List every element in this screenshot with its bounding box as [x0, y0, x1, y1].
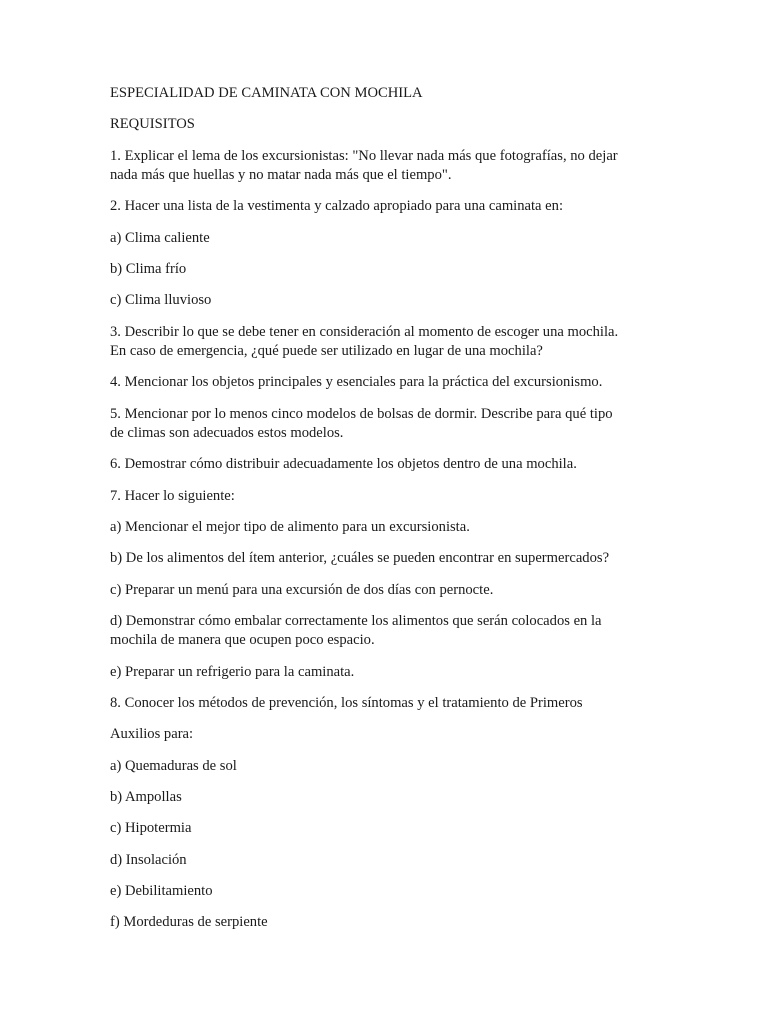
document-title: [110, 84, 650, 104]
requirement-line: 2. Hacer una lista de la vestimenta y calzado apropiado para una caminata en:: [110, 198, 564, 215]
document-subtitle: [110, 115, 650, 135]
requirement-paragraph: [110, 913, 650, 933]
requirement-paragraph: [110, 455, 650, 475]
requirement-line: a) Clima caliente: [110, 229, 210, 246]
requirement-paragraph: [110, 518, 650, 538]
requirement-paragraph: [110, 851, 650, 871]
requirement-line: e) Debilitamiento: [110, 882, 213, 899]
requirement-line: 5. Mencionar por lo menos cinco modelos de bolsas de dormir. Describe para qué tipo: [110, 405, 613, 422]
requirement-paragraph: [110, 373, 650, 393]
requirement-paragraph: [110, 581, 650, 601]
requirement-paragraph: [110, 757, 650, 777]
requirement-line: Auxilios para:: [110, 726, 194, 743]
requirement-line: c) Clima lluvioso: [110, 292, 212, 309]
requirement-line: c) Hipotermia: [110, 820, 192, 837]
requirement-line: b) Clima frío: [110, 260, 187, 277]
requirement-paragraph: [110, 882, 650, 902]
requirement-paragraph: [110, 197, 650, 217]
requirement-line: d) Insolación: [110, 851, 187, 868]
requirement-line: b) Ampollas: [110, 788, 182, 805]
requirement-line: e) Preparar un refrigerio para la caminata.: [110, 663, 355, 680]
requirement-paragraph: [110, 549, 650, 569]
requirement-paragraph: [110, 694, 650, 714]
requirement-paragraph: [110, 147, 650, 186]
requirement-paragraph: [110, 260, 650, 280]
requirement-paragraph: [110, 229, 650, 249]
requirement-line: a) Mencionar el mejor tipo de alimento para un excursionista.: [110, 519, 470, 536]
requirement-line: d) Demonstrar cómo embalar correctamente los alimentos que serán colocados en la: [110, 612, 602, 629]
requirement-line: 4. Mencionar los objetos principales y esenciales para la práctica del excursionismo.: [110, 374, 603, 391]
requirement-paragraph: [110, 291, 650, 311]
requirement-paragraph: [110, 788, 650, 808]
document-title-text: ESPECIALIDAD DE CAMINATA CON MOCHILA: [110, 85, 423, 101]
requirement-line: 8. Conocer los métodos de prevención, los síntomas y el tratamiento de Primeros: [110, 695, 583, 712]
requirement-line: nada más que huellas y no matar nada más que el tiempo".: [110, 167, 452, 184]
document-body: [110, 84, 650, 944]
requirement-line: En caso de emergencia, ¿qué puede ser utilizado en lugar de una mochila?: [110, 343, 543, 360]
requirement-line: 1. Explicar el lema de los excursionistas: "No llevar nada más que fotografías, no dejar: [110, 147, 618, 164]
document-subtitle-text: REQUISITOS: [110, 116, 195, 133]
requirement-line: mochila de manera que ocupen poco espacio.: [110, 632, 375, 649]
requirement-line: 6. Demostrar cómo distribuir adecuadamente los objetos dentro de una mochila.: [110, 456, 577, 473]
requirement-paragraph: [110, 819, 650, 839]
requirement-line: de climas son adecuados estos modelos.: [110, 425, 344, 442]
requirement-paragraph: [110, 323, 650, 362]
requirement-line: 3. Describir lo que se debe tener en consideración al momento de escoger una mochila.: [110, 323, 619, 340]
requirement-paragraph: [110, 487, 650, 507]
requirement-line: b) De los alimentos del ítem anterior, ¿cuáles se pueden encontrar en supermercados?: [110, 550, 610, 567]
requirement-paragraph: [110, 612, 650, 651]
requirement-paragraph: [110, 405, 650, 444]
requirements-list: [110, 147, 650, 933]
requirement-paragraph: [110, 725, 650, 745]
requirement-line: f) Mordeduras de serpiente: [110, 914, 268, 931]
requirement-line: 7. Hacer lo siguiente:: [110, 487, 235, 504]
requirement-paragraph: [110, 663, 650, 683]
requirement-line: a) Quemaduras de sol: [110, 757, 237, 774]
requirement-line: c) Preparar un menú para una excursión de dos días con pernocte.: [110, 581, 494, 598]
